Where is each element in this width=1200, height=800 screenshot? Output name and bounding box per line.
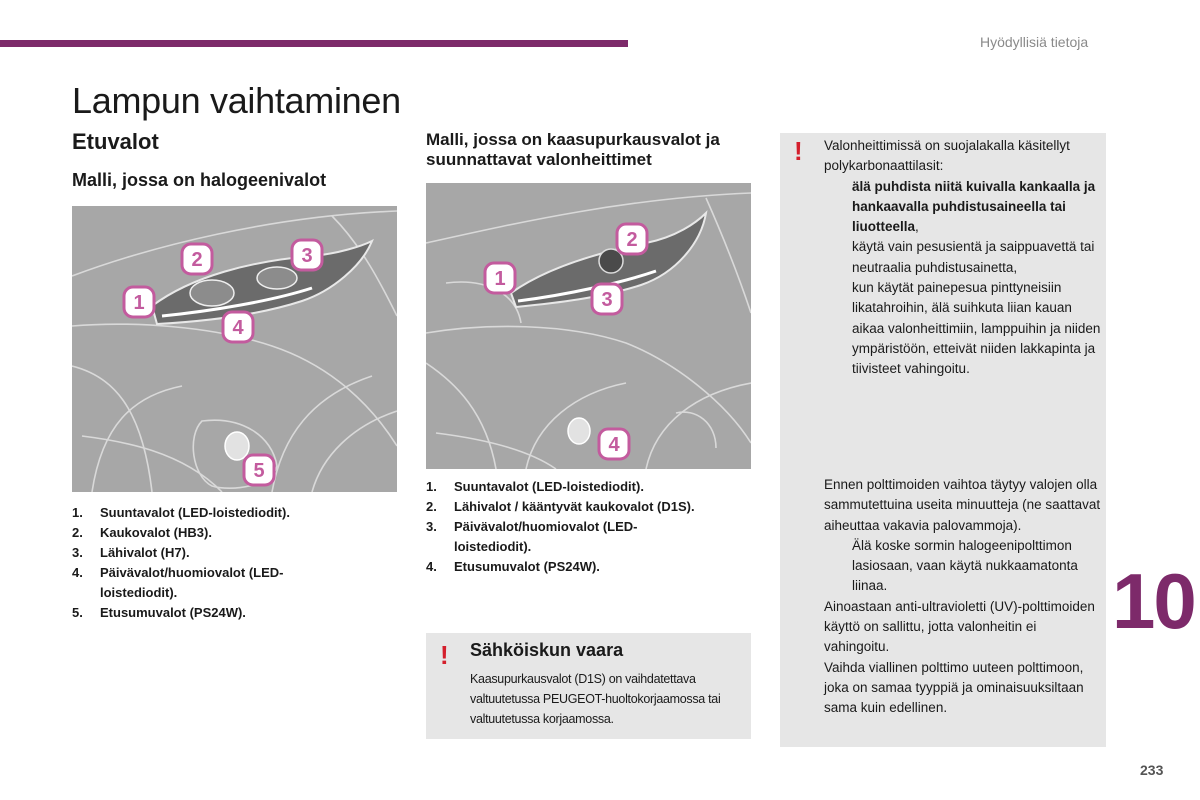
list-item: käytä vain pesusientä ja saippuavettä tai neutraalia puhdistusainetta, (852, 239, 1095, 275)
parts-list-halogen (72, 503, 302, 623)
list-item: älä puhdista niitä kuivalla kankaalla ja hankaavalla puhdistusaineella tai liuotteella, (852, 178, 1096, 235)
care-intro: Valonheittimissä on suojalakalla käsitellyt polykarbonaattilasit: (824, 138, 1070, 174)
svg-text:2: 2 (626, 229, 638, 251)
heading-etuvalot: Etuvalot (72, 129, 159, 154)
svg-text:1: 1 (133, 292, 145, 314)
list-item: 4. Etusumuvalot (PS24W). (426, 559, 600, 574)
callout-1 (485, 263, 515, 293)
list-item: 1. Suuntavalot (LED-loistediodit). (426, 479, 644, 494)
svg-text:1: 1 (494, 268, 506, 290)
callout-3 (292, 240, 322, 270)
warning-icon: ! (440, 640, 449, 670)
callout-4 (599, 429, 629, 459)
paragraph-replace: Vaihda viallinen polttimo uuteen polttimoon, joka on samaa tyyppiä ja ominaisuuksiltaan sama kuin edellinen. (824, 659, 1084, 716)
parts-list-xenon (426, 477, 756, 577)
danger-title: Sähköiskun vaara (470, 640, 624, 660)
subheading-xenon: Malli, jossa on kaasupurkausvalot ja suunnattavat valonheittimet (426, 130, 720, 169)
paragraph-cooldown: Ennen polttimoiden vaihtoa täytyy valojen olla sammutettuina useita minuutteja (ne saattavat aiheuttaa vakavia palovammoja). (824, 477, 1101, 533)
callout-4 (223, 312, 253, 342)
callout-2 (182, 244, 212, 274)
list-item: 3. Lähivalot (H7). (72, 545, 190, 560)
care-bullets (824, 177, 1102, 380)
danger-box (426, 633, 751, 739)
svg-text:4: 4 (608, 434, 620, 456)
svg-text:3: 3 (601, 289, 613, 311)
replacement-notes (824, 475, 1102, 719)
chapter-number: 10 (1112, 557, 1195, 645)
paragraph-uv: Ainoastaan anti-ultravioletti (UV)-polttimoiden käyttö on sallittu, jotta valonheitin ei vahingoitu. (824, 598, 1095, 655)
subheading-halogen: Malli, jossa on halogeenivalot (72, 170, 327, 190)
list-item: Älä koske sormin halogeenipolttimon lasiosaan, vaan käytä nukkaamatonta liinaa. (852, 537, 1078, 594)
list-item: 3. Päivävalot/huomiovalot (LED-loistediodit). (426, 519, 638, 554)
svg-text:4: 4 (232, 317, 244, 339)
headlamp-photo-xenon (426, 183, 751, 469)
header-accent-bar (0, 40, 628, 47)
svg-text:3: 3 (301, 245, 313, 267)
care-notice-box (780, 133, 1106, 747)
list-item: 5. Etusumuvalot (PS24W). (72, 605, 246, 620)
warning-icon: ! (794, 136, 803, 166)
callout-5 (244, 455, 274, 485)
care-notice-text (824, 136, 1102, 380)
headlamp-photo-halogen (72, 206, 397, 492)
danger-text: Kaasupurkausvalot (D1S) on vaihdatettava valtuutetussa PEUGEOT-huoltokorjaamossa tai valtuutetussa korjaamossa. (470, 672, 721, 726)
list-item: kun käytät painepesua pinttyneisiin likatahroihin, älä suihkuta liian kauan aikaa valonheittimiin, lamppuihin ja niiden ympäristöön, etteivät niiden lakkapinta ja tiivisteet vahingoitu. (852, 280, 1101, 377)
headlamp-illustration-xenon (426, 183, 751, 469)
page-title: Lampun vaihtaminen (72, 80, 401, 121)
page-number: 233 (1140, 762, 1164, 778)
callout-3 (592, 284, 622, 314)
halogen-bullet (824, 536, 1102, 597)
callout-2 (617, 224, 647, 254)
svg-text:5: 5 (253, 460, 265, 482)
list-item: 2. Kaukovalot (HB3). (72, 525, 212, 540)
svg-text:2: 2 (191, 249, 203, 271)
callout-1 (124, 287, 154, 317)
list-item: 4. Päivävalot/huomiovalot (LED-loistediodit). (72, 565, 284, 600)
headlamp-illustration-halogen (72, 206, 397, 492)
section-title: Hyödyllisiä tietoja (980, 34, 1089, 50)
list-item: 1. Suuntavalot (LED-loistediodit). (72, 505, 290, 520)
list-item: 2. Lähivalot / kääntyvät kaukovalot (D1S). (426, 499, 695, 514)
